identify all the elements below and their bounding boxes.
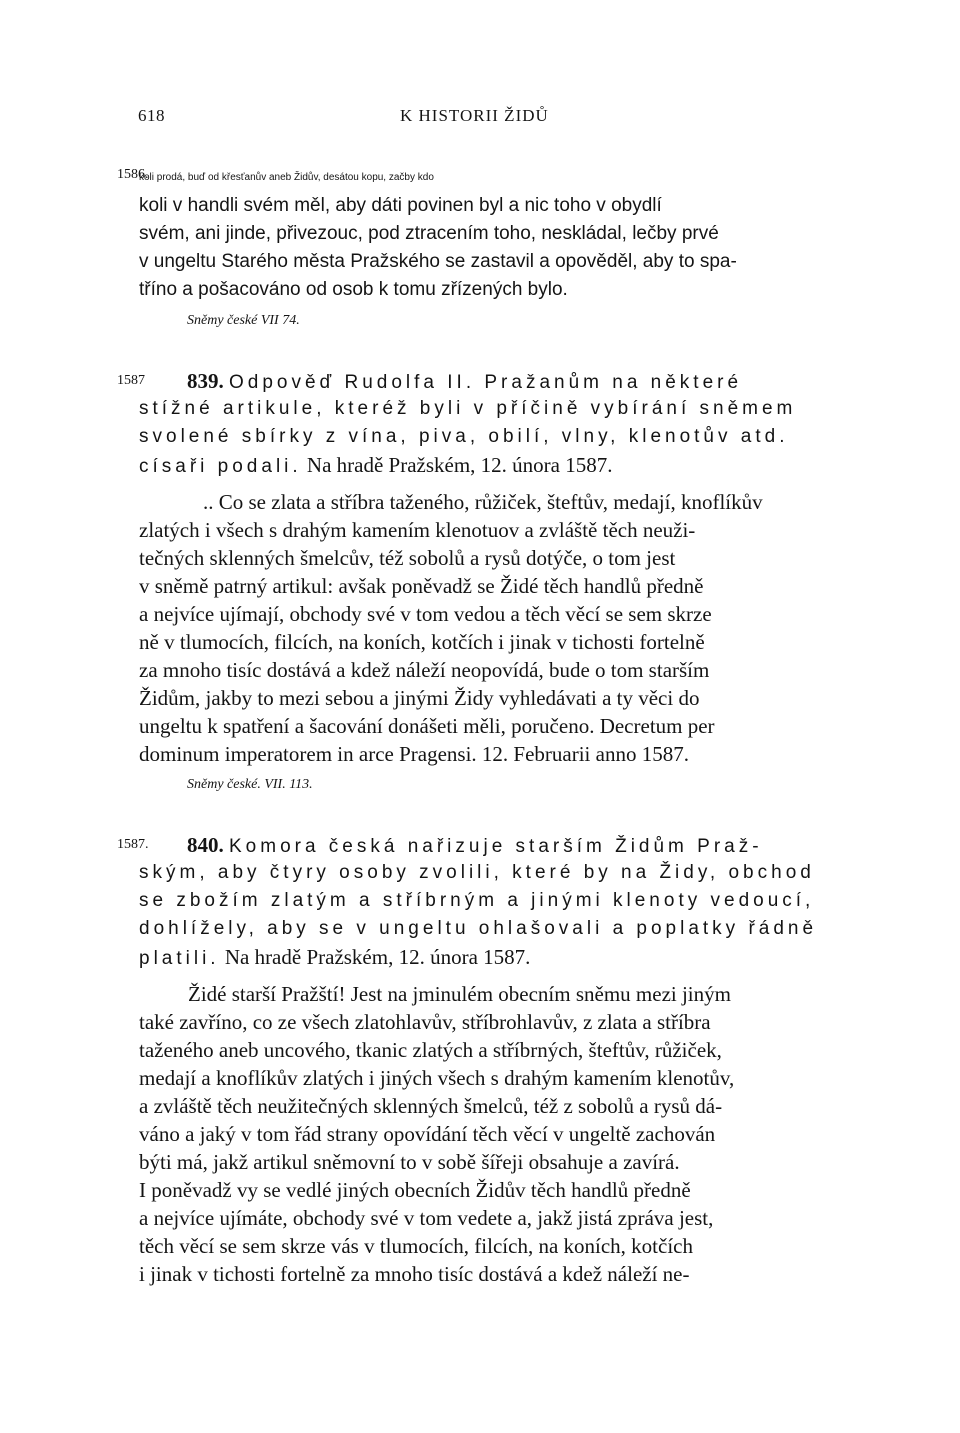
- entry-number: 839.: [187, 369, 224, 393]
- year-marginal: 1587.: [117, 837, 149, 852]
- entry-date: Na hradě Pražském, 12. února 1587.: [224, 945, 531, 969]
- body-line: I poněvadž vy se vedlé jiných obecních Židův těch handlů předně: [139, 1178, 691, 1202]
- body-line: medají a knoflíkův zlatých i jiných všech s drahým kamením klenotův,: [139, 1066, 735, 1090]
- text-line: tříno a pošacováno od osob k tomu zřízených bylo.: [139, 279, 568, 300]
- entry-heading-line: [139, 944, 530, 972]
- entry-heading-text: císaři podali.: [139, 456, 302, 477]
- text-line: v ungeltu Starého města Pražského se zastavil a opověděl, aby to spa-: [139, 251, 737, 272]
- body-line: dominum imperatorem in arce Pragensi. 12. Februarii anno 1587.: [139, 742, 689, 766]
- entry-heading-text: Odpověď Rudolfa II. Pražanům na některé: [229, 372, 743, 393]
- body-line: za mnoho tisíc dostává a kdež náleží neopovídá, bude o tom starším: [139, 658, 710, 682]
- entry-heading-line: stížné artikule, kteréž byli v příčině vybírání sněmem: [139, 398, 797, 419]
- source-citation: Sněmy české. VII. 113.: [187, 777, 313, 792]
- source-citation: Sněmy české VII 74.: [187, 313, 300, 328]
- entry-number: 840.: [187, 833, 224, 857]
- year-marginal: 1586.: [117, 167, 149, 182]
- body-line: ungeltu k spatření a šacování donášeti měli, poručeno. Decretum per: [139, 714, 715, 738]
- body-line: těch věcí se sem skrze vás v tlumocích, filcích, na koních, kotčích: [139, 1234, 693, 1258]
- running-title: K HISTORII ŽIDŮ: [400, 106, 549, 125]
- text-line: koli v handli svém měl, aby dáti povinen byl a nic toho v obydlí: [139, 195, 662, 216]
- entry-heading-line: svolené sbírky z vína, piva, obilí, vlny, klenotův atd.: [139, 426, 789, 447]
- body-line: a zvláště těch neužitečných sklenných šmelců, též z sobolů a rysů dá-: [139, 1094, 723, 1118]
- body-line: zlatých i všech s drahým kamením klenotuov a zvláště těch neuži-: [139, 518, 696, 542]
- body-line: taženého aneb uncového, tkanic zlatých a stříbrných, šteftův, růžiček,: [139, 1038, 722, 1062]
- entry-heading-line: [187, 368, 742, 396]
- page-number: 618: [138, 106, 165, 125]
- body-line: váno a jaký v tom řád strany opovídání těch věcí v ungeltě zachován: [139, 1122, 716, 1146]
- entry-heading-line: [187, 832, 763, 860]
- body-line: i jinak v tichosti fortelně za mnoho tisíc dostává a kdež náleží ne-: [139, 1262, 690, 1286]
- body-line: ně v tlumocích, filcích, na koních, kotčích i jinak v tichosti fortelně: [139, 630, 705, 654]
- entry-heading-line: dohlížely, aby se v ungeltu ohlašovali a poplatky řádně: [139, 918, 818, 939]
- body-line: býti má, jakž artikul sněmovní to v sobě šířeji obsahuje a zavírá.: [139, 1150, 680, 1174]
- entry-heading-line: [139, 452, 613, 480]
- entry-heading-line: se zbožím zlatým a stříbrným a jinými klenoty vedoucí,: [139, 890, 815, 911]
- body-line: Židé starší Pražští! Jest na jminulém obecním sněmu mezi jiným: [188, 982, 731, 1006]
- entry-heading-text: Komora česká nařizuje starším Židům Praž-: [229, 836, 763, 857]
- entry-heading-line: ským, aby čtyry osoby zvolili, které by na Židy, obchod: [139, 862, 815, 883]
- year-marginal: 1587: [117, 373, 145, 388]
- text-line: koli prodá, buď od křesťanův aneb Židův, desátou kopu, začby kdo: [139, 172, 434, 183]
- body-line: také zavříno, co ze všech zlatohlavův, stříbrohlavův, z zlata a stříbra: [139, 1010, 711, 1034]
- body-line: Židům, jakby to mezi sebou a jinými Židy vyhledávati a ty věci do: [139, 686, 700, 710]
- text-line: svém, ani jinde, přivezouc, pod ztracením toho, neskládal, lečby prvé: [139, 223, 719, 244]
- entry-heading-text: platili.: [139, 948, 220, 969]
- body-line: a nejvíce ujímáte, obchody své v tom vedete a, jakž jistá zpráva jest,: [139, 1206, 714, 1230]
- body-line: a nejvíce ujímají, obchody své v tom vedou a těch věcí se sem skrze: [139, 602, 712, 626]
- entry-date: Na hradě Pražském, 12. února 1587.: [306, 453, 613, 477]
- body-line: v sněmě patrný artikul: avšak poněvadž se Židé těch handlů předně: [139, 574, 704, 598]
- body-line: .. Co se zlata a stříbra taženého, růžiček, šteftův, medají, knoflíkův: [203, 490, 763, 514]
- body-line: tečných sklenných šmelcův, též sobolů a rysů dotýče, o tom jest: [139, 546, 676, 570]
